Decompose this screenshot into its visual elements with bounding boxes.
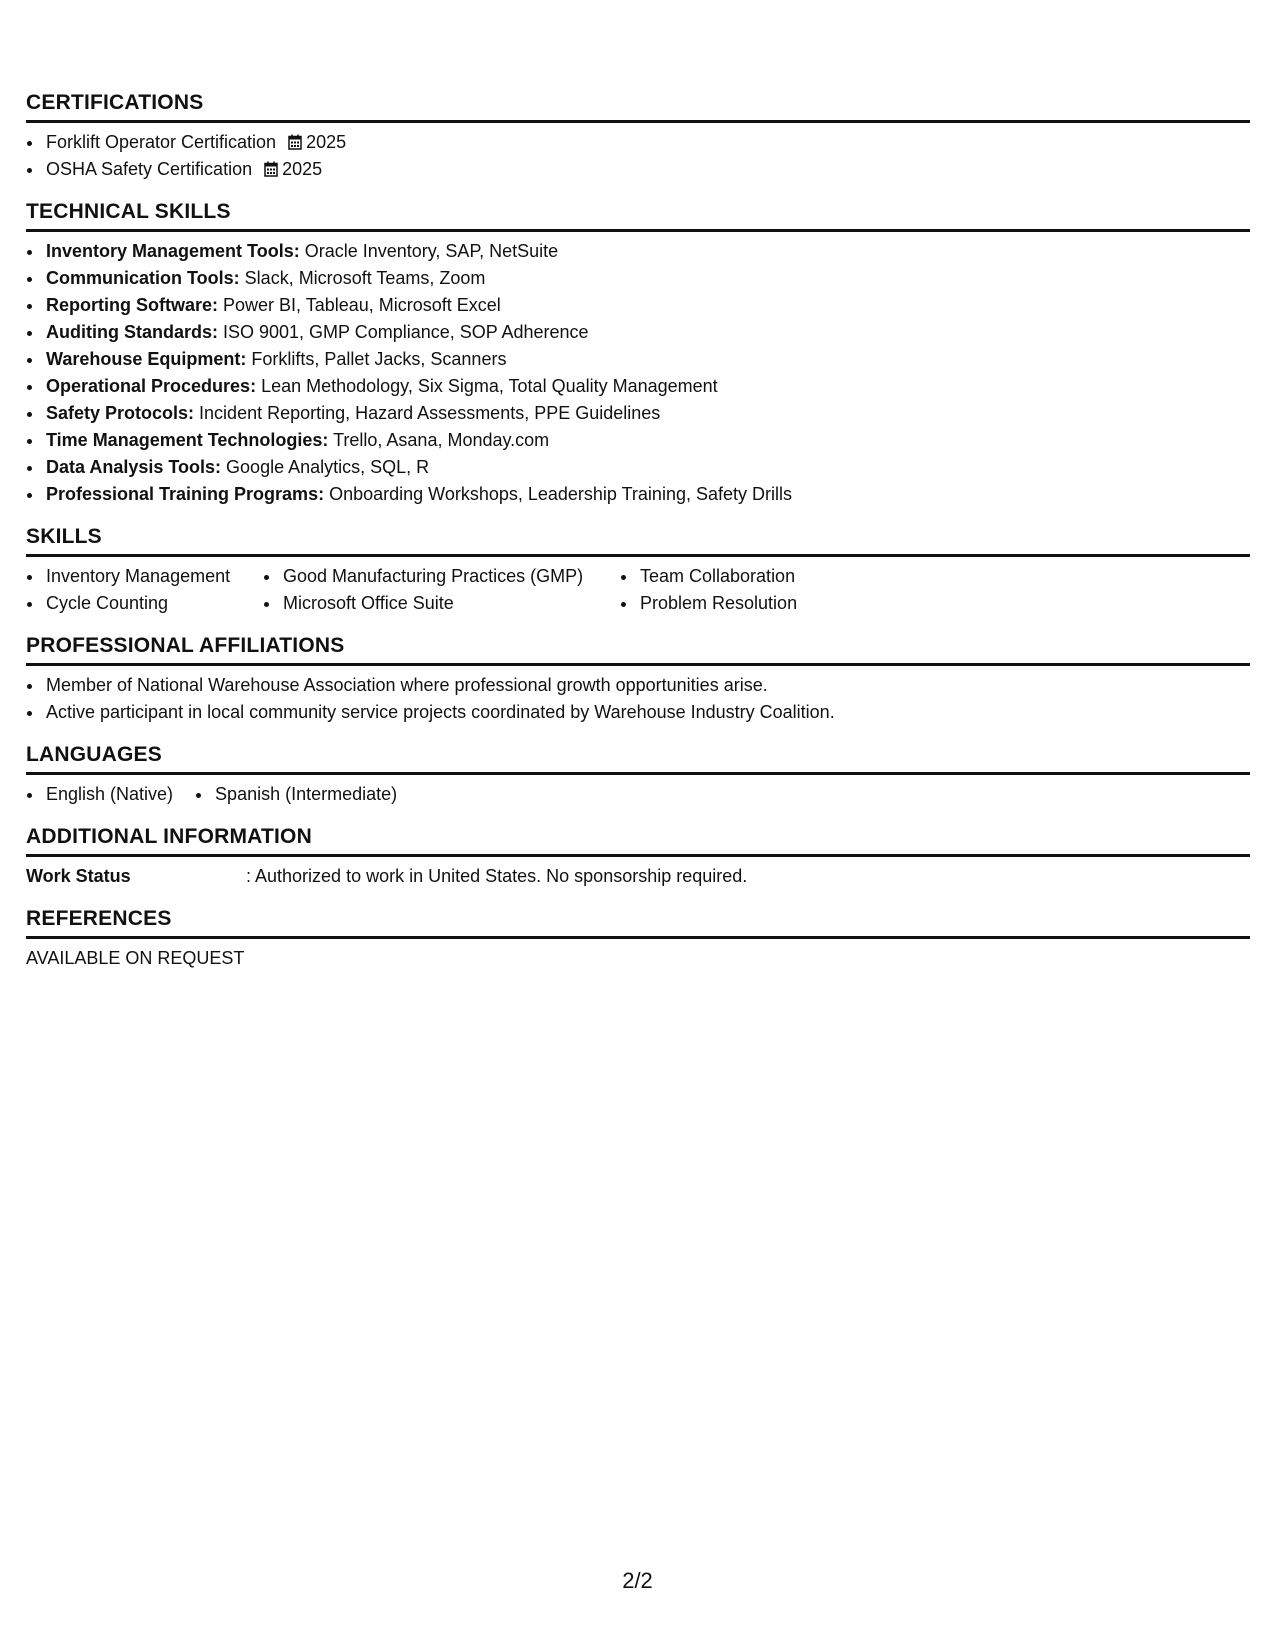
technical-skill-item <box>44 265 1250 292</box>
skill-item: • Team Collaboration <box>638 563 938 590</box>
skills-column <box>26 563 263 617</box>
affiliations-list <box>26 672 1250 726</box>
skill-item: • Cycle Counting <box>44 590 263 617</box>
language-item: • Spanish (Intermediate) <box>213 781 397 808</box>
skill-item: • Good Manufacturing Practices (GMP) <box>281 563 620 590</box>
skills-section <box>26 524 1250 617</box>
technical-skill-item <box>44 346 1250 373</box>
page-number: 2/2 <box>622 1568 653 1593</box>
certification-name: Forklift Operator Certification <box>46 132 277 152</box>
work-status-label: Work Status <box>26 866 131 886</box>
language-list <box>195 781 397 808</box>
skills-column <box>620 563 938 617</box>
calendar-icon <box>264 161 278 177</box>
language-item: • English (Native) <box>44 781 173 808</box>
certification-item <box>44 129 1250 156</box>
references-text: AVAILABLE ON REQUEST <box>26 948 245 968</box>
certifications-list <box>26 129 1250 183</box>
affiliations-section <box>26 633 1250 726</box>
skill-category-label: Inventory Management Tools: <box>46 241 300 261</box>
skill-category-value: Forklifts, Pallet Jacks, Scanners <box>246 349 507 369</box>
certification-year: 2025 <box>282 159 323 179</box>
references-section <box>26 906 1250 972</box>
skill-category-label: Warehouse Equipment: <box>46 349 247 369</box>
skill-item: • Inventory Management <box>44 563 263 590</box>
languages-heading: LANGUAGES <box>26 742 1250 775</box>
skill-category-value: Google Analytics, SQL, R <box>221 457 430 477</box>
calendar-icon <box>288 134 302 150</box>
languages-row <box>26 781 1250 808</box>
technical-skills-list <box>26 238 1250 508</box>
work-status-row <box>26 863 1250 890</box>
certification-name: OSHA Safety Certification <box>46 159 253 179</box>
skill-category-label: Auditing Standards: <box>46 322 218 342</box>
certification-year: 2025 <box>306 132 347 152</box>
skill-item: • Problem Resolution <box>638 590 938 617</box>
languages-section <box>26 742 1250 808</box>
skill-category-label: Data Analysis Tools: <box>46 457 222 477</box>
skill-category-label: Operational Procedures: <box>46 376 257 396</box>
technical-skill-item <box>44 400 1250 427</box>
skill-category-label: Safety Protocols: <box>46 403 195 423</box>
skill-category-label: Professional Training Programs: <box>46 484 325 504</box>
technical-skill-item <box>44 454 1250 481</box>
skill-category-value: Slack, Microsoft Teams, Zoom <box>239 268 486 288</box>
certifications-section <box>26 90 1250 183</box>
technical-skill-item <box>44 319 1250 346</box>
skill-category-label: Time Management Technologies: <box>46 430 329 450</box>
skill-category-value: Oracle Inventory, SAP, NetSuite <box>299 241 559 261</box>
skill-category-value: Trello, Asana, Monday.com <box>328 430 550 450</box>
references-heading: REFERENCES <box>26 906 1250 939</box>
skill-category-value: ISO 9001, GMP Compliance, SOP Adherence <box>218 322 589 342</box>
skills-column <box>263 563 620 617</box>
skill-category-value: Onboarding Workshops, Leadership Training, Safety Drills <box>324 484 792 504</box>
certification-item <box>44 156 1250 183</box>
technical-skills-section <box>26 199 1250 508</box>
language-list <box>26 781 173 808</box>
affiliations-heading: PROFESSIONAL AFFILIATIONS <box>26 633 1250 666</box>
skill-category-label: Communication Tools: <box>46 268 240 288</box>
technical-skill-item <box>44 481 1250 508</box>
technical-skills-heading: TECHNICAL SKILLS <box>26 199 1250 232</box>
skill-category-value: Incident Reporting, Hazard Assessments, PPE Guidelines <box>194 403 661 423</box>
technical-skill-item <box>44 238 1250 265</box>
skill-category-value: Power BI, Tableau, Microsoft Excel <box>218 295 501 315</box>
certifications-heading: CERTIFICATIONS <box>26 90 1250 123</box>
technical-skill-item <box>44 427 1250 454</box>
work-status-value: : Authorized to work in United States. No sponsorship required. <box>246 866 748 886</box>
skills-heading: SKILLS <box>26 524 1250 557</box>
affiliation-item: • Member of National Warehouse Association where professional growth opportunities arise. <box>44 672 1250 699</box>
skills-grid <box>26 563 1250 617</box>
affiliation-item: • Active participant in local community service projects coordinated by Warehouse Industry Coalition. <box>44 699 1250 726</box>
technical-skill-item <box>44 373 1250 400</box>
resume-page <box>26 90 1250 988</box>
additional-info-section <box>26 824 1250 890</box>
technical-skill-item <box>44 292 1250 319</box>
additional-info-heading: ADDITIONAL INFORMATION <box>26 824 1250 857</box>
skill-category-label: Reporting Software: <box>46 295 219 315</box>
skill-category-value: Lean Methodology, Six Sigma, Total Quality Management <box>256 376 718 396</box>
skill-item: • Microsoft Office Suite <box>281 590 620 617</box>
